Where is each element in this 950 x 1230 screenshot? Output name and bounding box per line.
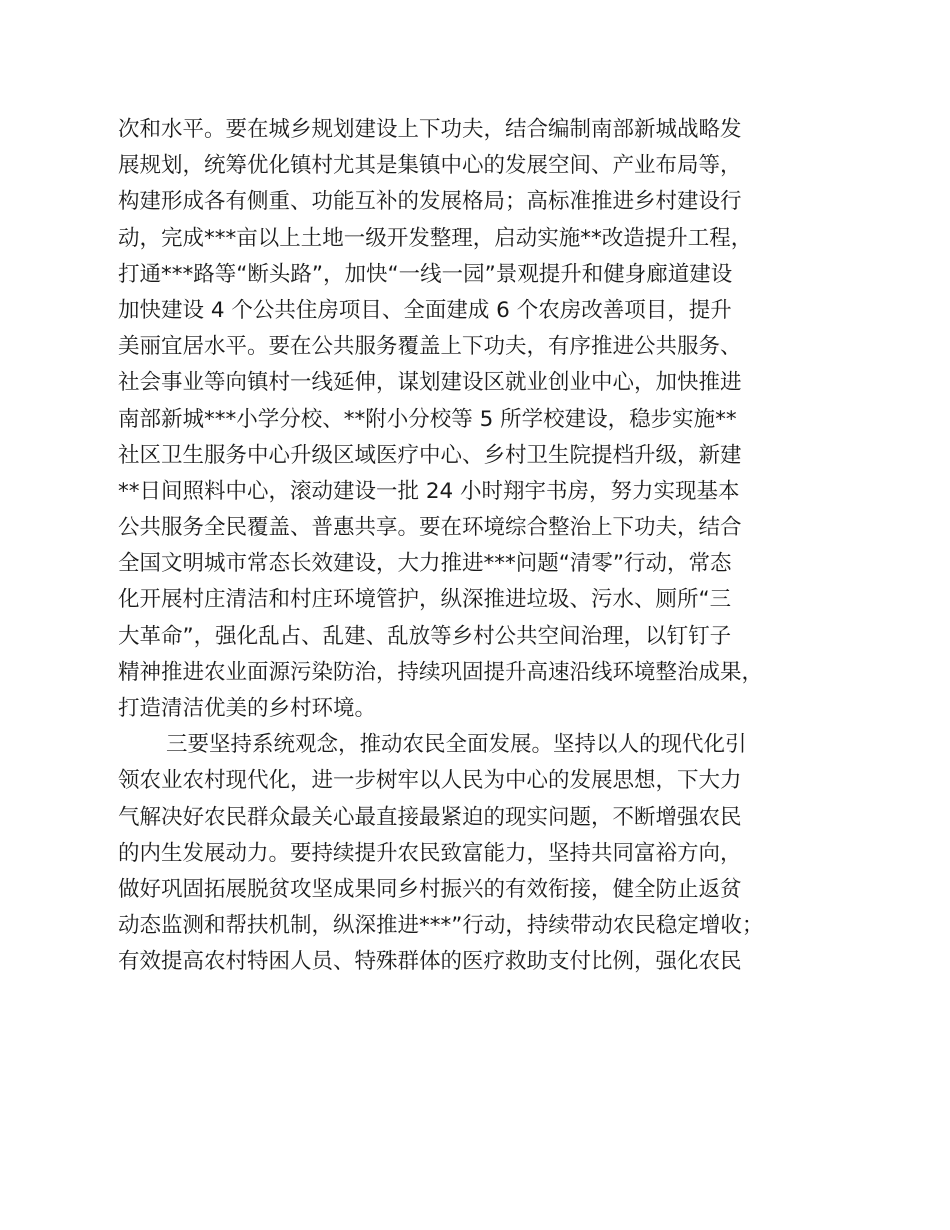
text-line: 领农业农村现代化，进一步树牢以人民为中心的发展思想，下大力 bbox=[118, 768, 742, 794]
text-line: 展规划，统筹优化镇村尤其是集镇中心的发展空间、产业布局等， bbox=[118, 153, 742, 179]
text-line: 打通***路等“断头路”，加快“一线一园”景观提升和健身廊道建设 bbox=[118, 261, 733, 287]
text-line: 大革命”，强化乱占、乱建、乱放等乡村公共空间治理，以钉钉子 bbox=[118, 623, 732, 649]
text-line: 公共服务全民覆盖、普惠共享。要在环境综合整治上下功夫，结合 bbox=[118, 515, 742, 541]
text-line: 加快建设 4 个公共住房项目、全面建成 6 个农房改善项目，提升 bbox=[118, 297, 732, 323]
text-line: 次和水平。要在城乡规划建设上下功夫，结合编制南部新城战略发 bbox=[118, 117, 742, 142]
text-line: 化开展村庄清洁和村庄环境管护，纵深推进垃圾、污水、厕所“三 bbox=[118, 587, 732, 613]
text-line: 有效提高农村特困人员、特殊群体的医疗救助支付比例，强化农民 bbox=[118, 949, 742, 975]
text-line: **日间照料中心，滚动建设一批 24 小时翔宇书房，努力实现基本 bbox=[118, 478, 740, 504]
text-line: 南部新城***小学分校、**附小分校等 5 所学校建设，稳步实施** bbox=[118, 406, 737, 432]
text-line: 社区卫生服务中心升级区域医疗中心、乡村卫生院提档升级，新建 bbox=[118, 442, 742, 468]
text-line: 打造清洁优美的乡村环境。 bbox=[118, 696, 377, 721]
text-line: 构建形成各有侧重、功能互补的发展格局；高标准推进乡村建设行 bbox=[118, 189, 742, 215]
text-line: 的内生发展动力。要持续提升农民致富能力，坚持共同富裕方向， bbox=[118, 840, 742, 866]
text-line: 动态监测和帮扶机制，纵深推进***”行动，持续带动农民稳定增收； bbox=[118, 913, 764, 939]
text-line: 动，完成***亩以上土地一级开发整理，启动实施**改造提升工程， bbox=[118, 225, 753, 251]
paragraph-start-line: 三要坚持系统观念，推动农民全面发展。坚持以人的现代化引 bbox=[166, 732, 747, 758]
text-line: 社会事业等向镇村一线延伸，谋划建设区就业创业中心，加快推进 bbox=[118, 370, 742, 396]
text-line: 美丽宜居水平。要在公共服务覆盖上下功夫，有序推进公共服务、 bbox=[118, 334, 742, 360]
text-line: 精神推进农业面源污染防治，持续巩固提升高速沿线环境整治成果， bbox=[118, 659, 764, 685]
text-line: 全国文明城市常态长效建设，大力推进***问题“清零”行动，常态 bbox=[118, 551, 732, 577]
text-line: 气解决好农民群众最关心最直接最紧迫的现实问题，不断增强农民 bbox=[118, 804, 742, 830]
text-line: 做好巩固拓展脱贫攻坚成果同乡村振兴的有效衔接，健全防止返贫 bbox=[118, 876, 742, 902]
document-body bbox=[118, 112, 878, 981]
